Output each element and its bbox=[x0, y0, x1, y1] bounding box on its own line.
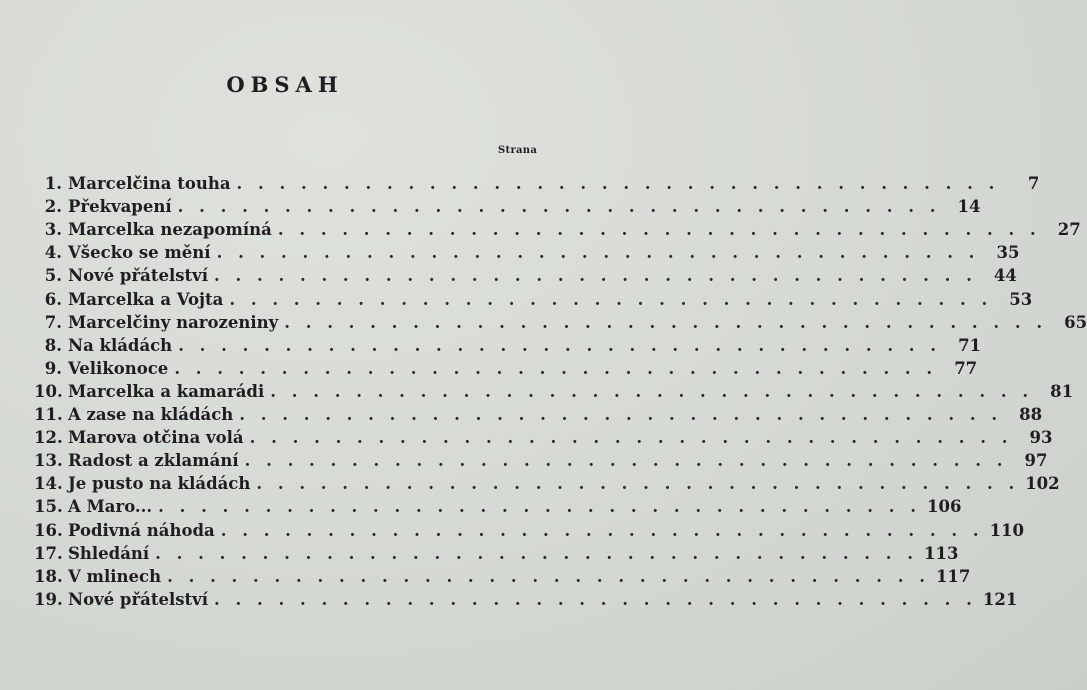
toc-entry bbox=[34, 216, 1081, 240]
toc-entry-title: A zase na kládách bbox=[68, 405, 234, 425]
toc-entry-page: 93 bbox=[1029, 428, 1053, 448]
page-title: OBSAH bbox=[226, 72, 344, 97]
toc-entry-number: 9. bbox=[44, 358, 62, 378]
toc-entry-page: 81 bbox=[1050, 381, 1074, 401]
toc-entry-title: Marcelka a Vojta bbox=[68, 289, 224, 309]
toc-entry-page: 77 bbox=[954, 358, 978, 378]
toc-entry-title: Marova otčina volá bbox=[68, 428, 244, 448]
toc-entry-page: 88 bbox=[1019, 405, 1043, 425]
dot-leader: . . . . . . . . . . . . . . . . . . . . . . . . . . . . . . . . . . . . bbox=[229, 289, 993, 309]
toc-entry bbox=[34, 540, 959, 563]
toc-entry-number: 5. bbox=[44, 266, 62, 286]
toc-entry bbox=[34, 309, 1087, 332]
toc-entry-title: Podivná náhoda bbox=[68, 520, 215, 540]
toc-entry bbox=[34, 401, 1043, 425]
toc-entry-number: 1. bbox=[44, 174, 62, 194]
toc-entry bbox=[34, 516, 1025, 540]
dot-leader: . . . . . . . . . . . . . . . . . . . . . . . . . . . . . . . . . . . . bbox=[177, 197, 941, 217]
toc-entry-page: 7 bbox=[1027, 174, 1040, 194]
toc-entry bbox=[34, 470, 1060, 494]
toc-entry-title: Nové přátelství bbox=[68, 589, 208, 609]
toc-entry-number: 14. bbox=[34, 474, 63, 494]
toc-entry bbox=[34, 285, 1033, 309]
toc-entry-title: Velikonoce bbox=[68, 358, 169, 378]
toc-entry-title: Shledání bbox=[68, 543, 150, 563]
dot-leader: . . . . . . . . . . . . . . . . . . . . . . . . . . . . . . . . . . . . bbox=[236, 174, 1000, 194]
toc-entry bbox=[34, 424, 1053, 448]
toc-entry-page: 110 bbox=[989, 520, 1025, 540]
toc-entry bbox=[34, 586, 1018, 609]
toc-entry-number: 18. bbox=[34, 566, 63, 586]
toc-entry-title: Všecko se mění bbox=[68, 243, 211, 263]
toc-entry-title: Marcelka nezapomíná bbox=[68, 220, 272, 240]
toc-entry-page: 102 bbox=[1025, 474, 1060, 494]
dot-leader: . . . . . . . . . . . . . . . . . . . . . . . . . . . . . . . . . . . . bbox=[277, 220, 1041, 240]
toc-entry-title: V mlinech bbox=[68, 566, 162, 586]
dot-leader: . . . . . . . . . . . . . . . . . . . . . . . . . . . . . . . . . . . . bbox=[155, 543, 919, 563]
toc-entry-number: 17. bbox=[34, 543, 63, 563]
toc-entry-title: Marcelka a kamarádi bbox=[68, 381, 265, 401]
toc-entry-page: 44 bbox=[993, 266, 1017, 286]
dot-leader: . . . . . . . . . . . . . . . . . . . . . . . . . . . . . . . . . . . . bbox=[216, 243, 980, 263]
toc-entry-number: 3. bbox=[44, 220, 62, 240]
toc-entry-title: Marcelčiny narozeniny bbox=[68, 312, 279, 332]
toc-entry-title: Je pusto na kládách bbox=[68, 474, 251, 494]
toc-entry-page: 14 bbox=[957, 197, 981, 217]
dot-leader: . . . . . . . . . . . . . . . . . . . . . . . . . . . . . . . . . . . . bbox=[220, 520, 984, 540]
toc-entry bbox=[34, 447, 1048, 471]
toc-entry-page: 27 bbox=[1057, 220, 1081, 240]
dot-leader: . . . . . . . . . . . . . . . . . . . . . . . . . . . . . . . . . . . . bbox=[284, 312, 1048, 332]
toc-entry bbox=[34, 170, 1040, 194]
toc-entry-number: 2. bbox=[44, 197, 62, 217]
toc-entry-title: Na kládách bbox=[68, 335, 173, 355]
toc-entry-page: 65 bbox=[1064, 312, 1087, 332]
toc-entry-title: Překvapení bbox=[68, 197, 172, 217]
dot-leader: . . . . . . . . . . . . . . . . . . . . . . . . . . . . . . . . . . . . bbox=[270, 381, 1034, 401]
dot-leader: . . . . . . . . . . . . . . . . . . . . . . . . . . . . . . . . . . . . bbox=[174, 358, 938, 378]
dot-leader: . . . . . . . . . . . . . . . . . . . . . . . . . . . . . . . . . . . . bbox=[239, 405, 1003, 425]
dot-leader: . . . . . . . . . . . . . . . . . . . . . . . . . . . . . . . . . . . . bbox=[158, 497, 922, 517]
dot-leader: . . . . . . . . . . . . . . . . . . . . . . . . . . . . . . . . . . . . bbox=[256, 474, 1020, 494]
toc-entry bbox=[34, 493, 962, 517]
toc-entry-page: 97 bbox=[1024, 451, 1048, 471]
toc-entry-number: 16. bbox=[34, 520, 63, 540]
toc-entry bbox=[34, 262, 1017, 286]
toc-entry bbox=[34, 355, 978, 378]
toc-entry bbox=[34, 239, 1020, 263]
toc-entry-number: 8. bbox=[44, 335, 62, 355]
dot-leader: . . . . . . . . . . . . . . . . . . . . . . . . . . . . . . . . . . . . bbox=[178, 335, 942, 355]
toc-entry-number: 12. bbox=[34, 428, 63, 448]
toc-entry-page: 106 bbox=[927, 497, 962, 517]
dot-leader: . . . . . . . . . . . . . . . . . . . . . . . . . . . . . . . . . . . . bbox=[244, 451, 1008, 471]
dot-leader: . . . . . . . . . . . . . . . . . . . . . . . . . . . . . . . . . . . . bbox=[214, 589, 977, 609]
page-column-label: Strana bbox=[498, 145, 538, 156]
table-of-contents bbox=[34, 170, 1087, 609]
toc-entry-number: 19. bbox=[34, 589, 63, 609]
toc-entry-title: Nové přátelství bbox=[68, 266, 208, 286]
toc-entry bbox=[34, 332, 982, 355]
toc-entry-page: 71 bbox=[958, 335, 982, 355]
toc-entry-title: A Maro... bbox=[68, 497, 153, 517]
dot-leader: . . . . . . . . . . . . . . . . . . . . . . . . . . . . . . . . . . . . bbox=[167, 566, 930, 586]
toc-entry-number: 10. bbox=[34, 381, 63, 401]
toc-entry-number: 7. bbox=[44, 312, 62, 332]
toc-entry bbox=[34, 378, 1074, 401]
toc-entry-page: 121 bbox=[982, 589, 1018, 609]
toc-entry bbox=[34, 563, 971, 586]
toc-entry-number: 13. bbox=[34, 451, 63, 471]
toc-entry-page: 53 bbox=[1009, 289, 1033, 309]
dot-leader: . . . . . . . . . . . . . . . . . . . . . . . . . . . . . . . . . . . . bbox=[214, 266, 977, 286]
toc-entry-number: 6. bbox=[44, 289, 62, 309]
toc-entry-page: 117 bbox=[935, 566, 971, 586]
toc-entry-number: 11. bbox=[34, 405, 63, 425]
toc-entry-number: 15. bbox=[34, 497, 63, 517]
toc-entry-page: 35 bbox=[996, 243, 1020, 263]
toc-entry-number: 4. bbox=[44, 243, 62, 263]
toc-entry-title: Marcelčina touha bbox=[68, 174, 231, 194]
dot-leader: . . . . . . . . . . . . . . . . . . . . . . . . . . . . . . . . . . . . bbox=[249, 428, 1013, 448]
toc-entry-title: Radost a zklamání bbox=[68, 451, 239, 471]
toc-entry-page: 113 bbox=[924, 543, 959, 563]
toc-entry bbox=[34, 193, 981, 217]
